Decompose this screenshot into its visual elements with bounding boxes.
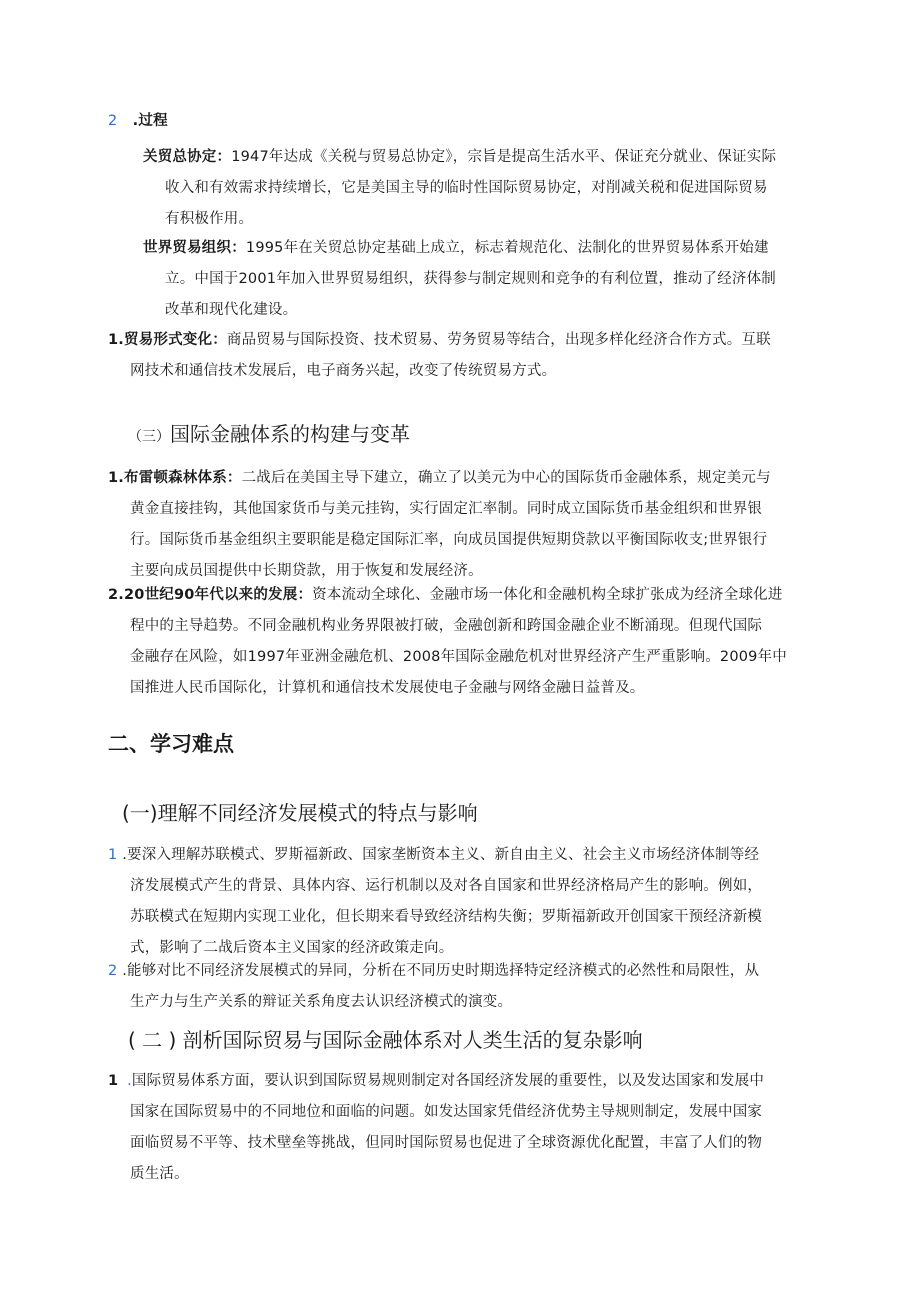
item-1-line-3: 苏联模式在短期内实现工业化，但长期来看导致经济结构失衡；罗斯福新政开创国家干预经济新模	[130, 909, 763, 925]
nineties-label: 2.20世纪90年代以来的发展：	[108, 587, 313, 603]
process-title: 过程	[138, 113, 168, 129]
subsection-2-heading: ( 二 ) 剖析国际贸易与国际金融体系对人类生活的复杂影响	[128, 1028, 643, 1052]
wto-paragraph	[143, 233, 823, 326]
bretton-line-2: 黄金直接挂钩，其他国家货币与美元挂钩，实行固定汇率制。同时成立国际货币基金组织和世界银	[130, 501, 763, 517]
item-3-line-2: 国家在国际贸易中的不同地位和面临的问题。如发达国家凭借经济优势主导规则制定，发展中国家	[130, 1104, 763, 1120]
section-3-prefix: （三）	[128, 429, 170, 445]
nineties-paragraph	[108, 580, 828, 704]
difficulty-item-2	[108, 956, 828, 1018]
gatt-paragraph	[143, 142, 823, 235]
trade-form-line-1: 商品贸易与国际投资、技术贸易、劳务贸易等结合，出现多样化经济合作方式。互联	[226, 332, 771, 348]
process-separator: .	[127, 113, 139, 129]
wto-line-1: 1995年在关贸总协定基础上成立，标志着规范化、法制化的世界贸易体系开始建	[245, 240, 769, 256]
bretton-woods-paragraph	[108, 463, 828, 587]
nineties-line-2: 程中的主导趋势。不同金融机构业务界限被打破，金融创新和跨国金融企业不断涌现。但现代国际	[130, 618, 763, 634]
trade-form-line-2: 网技术和通信技术发展后，电子商务兴起，改变了传统贸易方式。	[130, 363, 557, 379]
wto-line-2: 立。中国于2001年加入世界贸易组织，获得参与制定规则和竞争的有利位置，推动了经济体制	[165, 271, 776, 287]
nineties-line-1: 资本流动全球化、金融市场一体化和金融机构全球扩张成为经济全球化进	[312, 587, 783, 603]
process-heading	[108, 106, 168, 137]
bretton-line-4: 主要向成员国提供中长期贷款，用于恢复和发展经济。	[130, 563, 483, 579]
item-1-number: 1	[108, 847, 118, 863]
bretton-label: 1.布雷顿森林体系：	[108, 470, 242, 486]
item-1-line-4: 式，影响了二战后资本主义国家的经济政策走向。	[130, 940, 454, 956]
item-1-line-1: .要深入理解苏联模式、罗斯福新政、国家垄断资本主义、新自由主义、社会主义市场经济体制等经	[117, 847, 760, 863]
process-number: 2	[108, 113, 118, 129]
nineties-line-4: 国推进人民币国际化，计算机和通信技术发展使电子金融与网络金融日益普及。	[130, 680, 645, 696]
section-3-title: 国际金融体系的构建与变革	[170, 422, 410, 446]
difficulty-item-1	[108, 840, 828, 964]
difficulty-item-3	[108, 1066, 828, 1190]
item-2-line-2: 生产力与生产关系的辩证关系角度去认识经济模式的演变。	[130, 994, 513, 1010]
item-2-number: 2	[108, 963, 118, 979]
gatt-line-2: 收入和有效需求持续增长，它是美国主导的临时性国际贸易协定，对削减关税和促进国际贸易	[165, 180, 768, 196]
item-3-line-4: 质生活。	[130, 1166, 189, 1182]
item-3-line-1: 国际贸易体系方面，要认识到国际贸易规则制定对各国经济发展的重要性，以及发达国家和发展中	[131, 1073, 765, 1089]
item-3-line-3: 面临贸易不平等、技术壁垒等挑战，但同时国际贸易也促进了全球资源优化配置，丰富了人们的物	[130, 1135, 763, 1151]
subsection-1-heading: (一)理解不同经济发展模式的特点与影响	[122, 801, 478, 825]
nineties-line-3: 金融存在风险，如1997年亚洲金融危机、2008年国际金融危机对世界经济产生严重影响。2009年中	[130, 649, 788, 665]
gatt-line-3: 有积极作用。	[165, 211, 254, 227]
part-2-heading: 二、学习难点	[108, 732, 234, 756]
bretton-line-1: 二战后在美国主导下建立，确立了以美元为中心的国际货币金融体系，规定美元与	[241, 470, 771, 486]
trade-form-label: 1.贸易形式变化：	[108, 332, 227, 348]
item-3-number: 1	[108, 1073, 119, 1089]
item-1-line-2: 济发展模式产生的背景、具体内容、运行机制以及对各自国家和世界经济格局产生的影响。例如，	[130, 878, 763, 894]
item-3-separator: .	[122, 1073, 132, 1089]
wto-label: 世界贸易组织：	[143, 240, 246, 256]
trade-form-paragraph	[108, 325, 828, 387]
wto-line-3: 改革和现代化建设。	[165, 302, 298, 318]
bretton-line-3: 行。国际货币基金组织主要职能是稳定国际汇率，向成员国提供短期贷款以平衡国际收支;世界银行	[130, 532, 768, 548]
item-2-line-1: .能够对比不同经济发展模式的异同，分析在不同历史时期选择特定经济模式的必然性和局限性，从	[117, 963, 760, 979]
section-3-heading	[128, 420, 410, 451]
gatt-line-1: 1947年达成《关税与贸易总协定》，宗旨是提高生活水平、保证充分就业、保证实际	[231, 149, 777, 165]
gatt-label: 关贸总协定：	[143, 149, 232, 165]
